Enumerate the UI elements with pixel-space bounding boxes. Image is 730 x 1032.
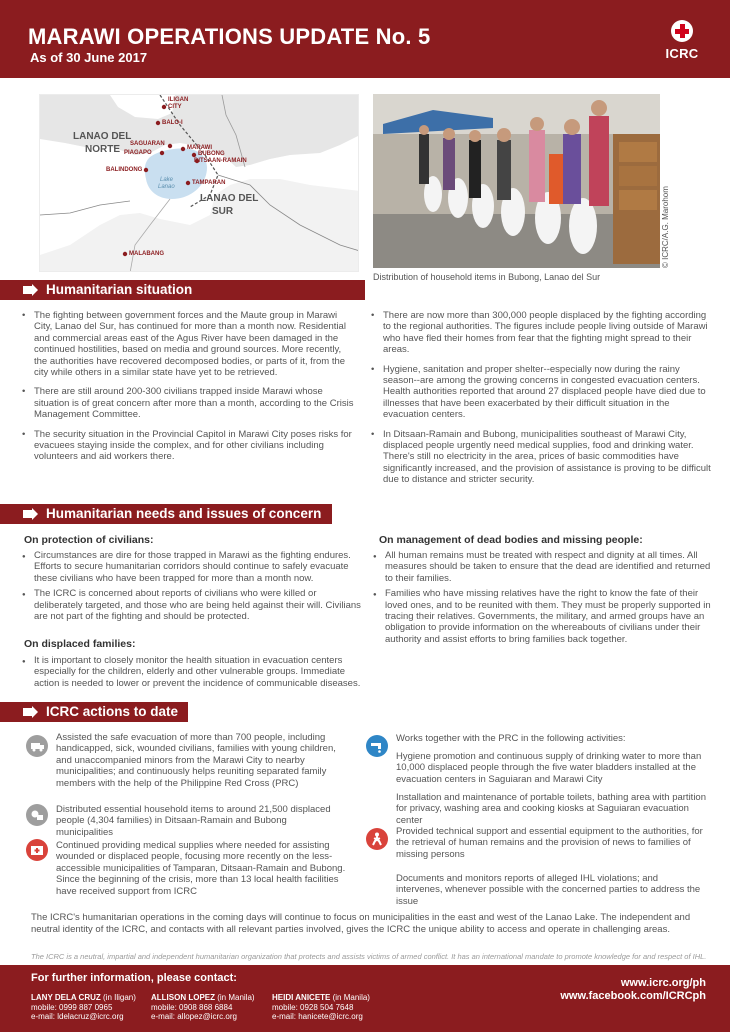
contact-name: HEIDI ANICETE: [272, 993, 331, 1002]
page-title: MARAWI OPERATIONS UPDATE No. 5: [28, 24, 431, 49]
contact-email[interactable]: e-mail: ldelacruz@icrc.org: [31, 1012, 124, 1021]
list-item: • The security situation in the Provincial Capitol in Marawi City poses risks for evacuees staying inside the complex, and for other civilians including volunteers and aid workers there.: [21, 429, 356, 463]
region-map: [39, 94, 359, 272]
subheading-displaced: On displaced families:: [24, 638, 136, 650]
water-tap-icon: [366, 735, 388, 757]
map-place-label: PIAGAPO: [124, 150, 152, 156]
logo-text: ICRC: [665, 46, 699, 61]
action-prc-toilets: Installation and maintenance of portable toilets, bathing area with partition for privacy, washing area and cooking kiosks at Saguiaran evacuation center: [396, 792, 707, 826]
contact-card: [272, 993, 370, 1022]
map-region-label: LANAO DEL: [73, 131, 132, 142]
page-footer: [0, 965, 730, 1032]
arrow-icon: [23, 707, 38, 717]
action-prc-water: Hygiene promotion and continuous supply of drinking water to more than 10,000 displaced people through the five water bladders installed at the evacuation centers in Saguiaran and Marawi City: [396, 751, 702, 785]
ambulance-icon: [26, 735, 48, 757]
web-links: [560, 977, 706, 1003]
photo-credit: © ICRC/A.G. Marohom: [661, 186, 670, 268]
situation-list-right: [370, 310, 715, 494]
red-cross-icon: [671, 20, 693, 42]
subheading-dead-bodies: On management of dead bodies and missing people:: [379, 534, 643, 546]
arrow-icon: [23, 509, 38, 519]
page-date: As of 30 June 2017: [30, 50, 148, 65]
list-item: • Hygiene, sanitation and proper shelter--especially now during the rainy season--are among the growing concerns in congested evacuation centers. Health authorities reported that around 27 displaced people have died due to illnesses that have been exacerbated by their difficult situation in the evacuation centers.: [370, 364, 715, 421]
map-place-label: BALINDONG: [106, 167, 143, 173]
section-humanitarian-needs: [0, 504, 332, 524]
contact-location: (in Iligan): [103, 993, 136, 1002]
facebook-link[interactable]: www.facebook.com/ICRCph: [560, 990, 706, 1002]
section-icrc-actions: [0, 702, 188, 722]
contact-card: [31, 993, 136, 1022]
map-region-label: LANAO DEL: [200, 193, 259, 204]
contact-location: (in Manila): [217, 993, 255, 1002]
map-place-label: DITSAAN-RAMAIN: [194, 158, 247, 164]
list-item: ● The ICRC is concerned about reports of civilians who were killed or deliberately targeted, and those who are being held against their will. Civilians are not part of the fighting and should be protected.: [21, 588, 365, 622]
map-lake-label: Lanao: [158, 184, 175, 190]
icrc-logo: [660, 20, 704, 61]
list-item: • There are now more than 300,000 people displaced by the fighting according to the regional authorities. The figures include people living outside of Marawi who have fled their homes from fear that the fighting might spread to their areas.: [370, 310, 715, 356]
map-lake-label: Lake: [160, 177, 174, 183]
section-heading: ICRC actions to date: [46, 704, 179, 719]
contact-name: LANY DELA CRUZ: [31, 993, 101, 1002]
action-prc-intro: Works together with the PRC in the following activities:: [396, 733, 626, 744]
action-medical-supplies: Continued providing medical supplies where needed for assisting wounded or displaced people, focusing more recently on the less-accessible municipalities of Tamparan, Ditsaan-Ramain and Bubong. Since the beginning of the crisis, more than 13 local health facilities have received support from ICRC: [56, 840, 346, 897]
photo-caption: Distribution of household items in Bubong, Lanao del Sur: [373, 272, 601, 282]
map-place-label: BUBONG: [198, 151, 225, 157]
closing-statement: The ICRC's humanitarian operations in the coming days will continue to focus on municipalities in the east and west of the Lanao Lake. The independent and neutral identity of the ICRC, and contacts with all relevant parties involved, gives the ICRC the unique ability to access and operate in challenging areas.: [31, 912, 691, 935]
website-link[interactable]: www.icrc.org/ph: [620, 977, 706, 989]
contact-title: For further information, please contact:: [31, 972, 237, 984]
subheading-protection: On protection of civilians:: [24, 534, 154, 546]
contact-card: [151, 993, 255, 1022]
dead-bodies-list: [372, 550, 712, 649]
map-place-label: ILIGAN: [168, 97, 189, 103]
contact-mobile: mobile: 0999 887 0965: [31, 1002, 113, 1012]
list-item: • The fighting between government forces and the Maute group in Marawi City, Lanao del Sur, has continued for more than a month now. Residential and commercial areas east of the Agus River have been damaged in the continued hostilities, based on media and ground sources. More recently, the authorities have recovered decomposed bodies, or parts of it, from the city while others in a similar state have yet to be retrieved.: [21, 310, 356, 378]
section-heading: Humanitarian needs and issues of concern: [46, 506, 322, 521]
section-heading: Humanitarian situation: [46, 282, 193, 297]
list-item: ● Circumstances are dire for those trapped in Marawi as the fighting endures. Efforts to secure humanitarian corridors should continue to safely evacuate these civilians who have been trapped for more than a month now.: [21, 550, 365, 584]
contact-location: (in Manila): [332, 993, 370, 1002]
contact-email[interactable]: e-mail: allopez@icrc.org: [151, 1012, 237, 1021]
map-place-label: BALO-I: [162, 120, 183, 126]
action-household-items: Distributed essential household items to around 21,500 displaced people (4,304 families) in Ditsaan-Ramain and Bubong municipalities: [56, 804, 331, 838]
list-item: • There are still around 200-300 civilians trapped inside Marawi whose situation is of great concern after more than a month, according to the Crisis Management Committee.: [21, 386, 356, 420]
map-region-label: SUR: [212, 206, 234, 217]
page-header: [0, 0, 730, 78]
contact-mobile: mobile: 0928 504 7648: [272, 1002, 354, 1012]
contact-email[interactable]: e-mail: hanicete@icrc.org: [272, 1012, 363, 1021]
household-items-icon: [26, 804, 48, 826]
displaced-list: [21, 655, 365, 693]
list-item: • In Ditsaan-Ramain and Bubong, municipalities southeast of Marawi City, displaced people urgently need medical supplies, food and drinking water. There's still no electricity in the area, prices of basic commodities have significantly increased, and the provision of assistance is proving to be difficult due to distance and stricter security.: [370, 429, 715, 486]
forensic-icon: [366, 828, 388, 850]
distribution-photo: [373, 94, 660, 268]
map-place-label: MARAWI: [187, 145, 212, 151]
list-item: ● All human remains must be treated with respect and dignity at all times. All measures should be taken to ensure that the dead are identified and returned to their families.: [372, 550, 712, 584]
medical-kit-icon: [26, 839, 48, 861]
map-place-label: SAGUARAN: [130, 141, 165, 147]
map-region-label: NORTE: [85, 144, 120, 155]
action-evacuation: Assisted the safe evacuation of more than 700 people, including handicapped, sick, wounded civilians, families with young children, and unaccompanied minors from the Marawi City to nearby municipalities; and continuously helps reuniting separated family members with the help of the Philippine Red Cross (PRC): [56, 732, 336, 789]
disclaimer: The ICRC is a neutral, impartial and independent humanitarian organization that protects and assists victims of armed conflict. It has an international mandate to promote knowledge for and respect of IHL.: [31, 952, 707, 961]
list-item: ● It is important to closely monitor the health situation in evacuation centers especially for the children, elderly and other vulnerable groups. Immediate action is needed to lower or prevent the incidence of communicable diseases.: [21, 655, 365, 689]
map-place-label: MALABANG: [129, 251, 164, 257]
section-humanitarian-situation: [0, 280, 365, 300]
action-ihl-monitoring: Documents and monitors reports of alleged IHL violations; and intervenes, whenever possible with the concerned parties to address the issue: [396, 873, 701, 907]
map-place-label: CITY: [168, 104, 182, 110]
protection-list: [21, 550, 365, 626]
contact-mobile: mobile: 0908 868 6884: [151, 1002, 233, 1012]
arrow-icon: [23, 285, 38, 295]
situation-list-left: [21, 310, 356, 471]
list-item: ● Families who have missing relatives have the right to know the fate of their loved ones, and to be reunited with them. They must be properly supported in tracing their relatives. Governments, the military, and armed groups have an obligation to provide information on the whereabouts of civilians under their authority and assist efforts to bring families back together.: [372, 588, 712, 645]
action-forensics: Provided technical support and essential equipment to the authorities, for the retrieval of human remains and the provision of news to families of missing persons: [396, 826, 703, 860]
contact-name: ALLISON LOPEZ: [151, 993, 215, 1002]
map-place-label: TAMPARAN: [192, 180, 226, 186]
